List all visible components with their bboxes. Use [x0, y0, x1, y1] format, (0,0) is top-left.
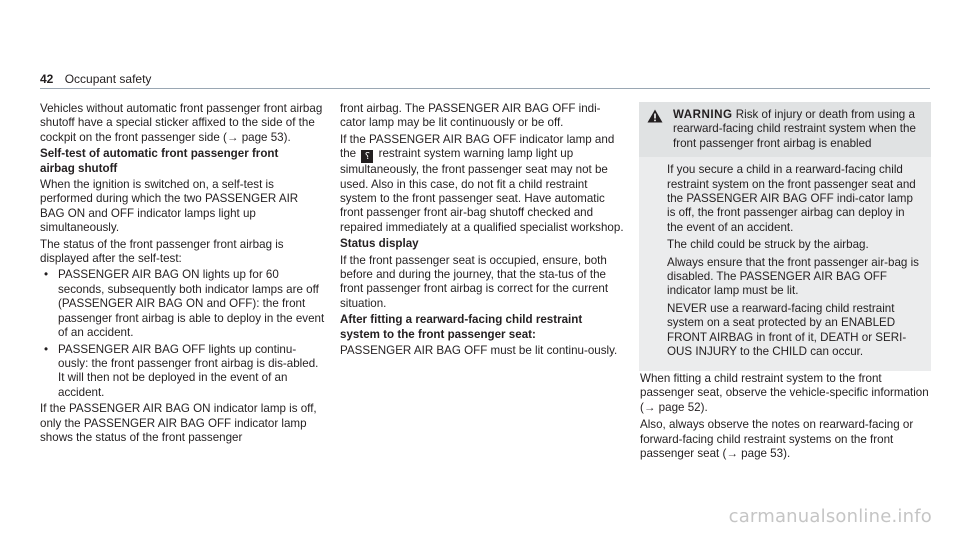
col2-paragraph-4: PASSENGER AIR BAG OFF must be lit continu-ously. — [340, 344, 618, 358]
col3-paragraph-1: When fitting a child restraint system to the front passenger seat, observe the vehicle-specific information (→ page 52). — [640, 372, 929, 414]
warning-body — [639, 157, 931, 370]
status-bullet-list — [40, 268, 325, 400]
page-number: 42 — [40, 72, 54, 86]
col2-heading-after-fitting: After fitting a rearward-facing child restraint system to the front passenger seat: — [340, 313, 583, 341]
warning-header — [639, 102, 931, 157]
warning-paragraph-4: NEVER use a rearward-facing child restraint system on a seat protected by an ENABLED FRONT AIRBAG in front of it, DEATH or SERI-OUS INJURY to the CHILD can occur. — [667, 301, 907, 359]
section-title: Occupant safety — [64, 72, 152, 86]
col3-paragraph-2: Also, always observe the notes on rearward-facing or forward-facing child restraint systems on the front passenger seat (→ page 53). — [640, 418, 914, 461]
warning-box — [639, 102, 931, 371]
col1-paragraph-2: When the ignition is switched on, a self-test is performed during which the two PASSENGER AIR BAG ON and OFF indicator lamps light up simultaneously. — [40, 178, 299, 235]
col1-paragraph-3: The status of the front passenger front airbag is displayed after the self-test: — [40, 237, 284, 266]
header-rule — [40, 88, 930, 89]
list-item: • PASSENGER AIR BAG ON lights up for 60 seconds, subsequently both indicator lamps are off (PASSENGER AIR BAG ON and OFF): the front passenger front airbag is able to deploy in the event of an accident. — [40, 268, 325, 340]
col2-heading-status-display: Status display — [340, 237, 419, 251]
col1-heading-self-test: Self-test of automatic front passenger front airbag shutoff — [40, 147, 279, 175]
warning-paragraph-1: If you secure a child in a rearward-facing child restraint system on the front passenger seat and the PASSENGER AIR BAG OFF indi-cator lamp is off, the front passenger airbag can deploy in the event of an accident. — [667, 163, 916, 234]
warning-triangle-icon — [647, 108, 665, 151]
warning-paragraph-3: Always ensure that the front passenger air-bag is disabled. The PASSENGER AIR BAG OFF indicator lamp must be lit. — [667, 255, 919, 298]
column-1 — [40, 102, 325, 447]
list-item: • PASSENGER AIR BAG OFF lights up continu-ously: the front passenger front airbag is dis-abled. It will then not be deployed in the event of an accident. — [40, 343, 325, 401]
col2-paragraph-3: If the front passenger seat is occupied, ensure, both before and during the journey, that the sta-tus of the front passenger front airbag is correct for the current situation. — [340, 253, 609, 310]
restraint-system-warning-lamp-icon: ⸮ — [361, 150, 373, 163]
watermark: carmanualsonline.info — [728, 506, 932, 527]
col1-paragraph-1: Vehicles without automatic front passenger front airbag shutoff have a special sticker affixed to the side of the cockpit on the front passenger side (→ page 53). — [40, 102, 323, 144]
page-header — [40, 72, 151, 86]
warning-title: WARNING Risk of injury or death from using a rearward-facing child restraint system when the front passenger front airbag is enabled — [673, 108, 916, 150]
column-2 — [340, 102, 625, 361]
col1-paragraph-4: If the PASSENGER AIR BAG ON indicator lamp is off, only the PASSENGER AIR BAG OFF indicator lamp shows the status of the front passenger — [40, 402, 317, 444]
column-3-text — [640, 372, 932, 464]
col2-paragraph-2: If the PASSENGER AIR BAG OFF indicator lamp and the ⸮ restraint system warning lamp light up simultaneously, the front passenger seat may not be used. Also in this case, do not fit a child restraint system to the front passenger seat. Have automatic front passenger front air-bag shutoff checked and repaired immediately at a qualified specialist workshop. — [340, 132, 624, 234]
col2-paragraph-1: front airbag. The PASSENGER AIR BAG OFF indi-cator lamp may be lit continuously or be off. — [340, 102, 601, 130]
column-3 — [639, 102, 931, 371]
warning-paragraph-2: The child could be struck by the airbag. — [667, 238, 869, 252]
